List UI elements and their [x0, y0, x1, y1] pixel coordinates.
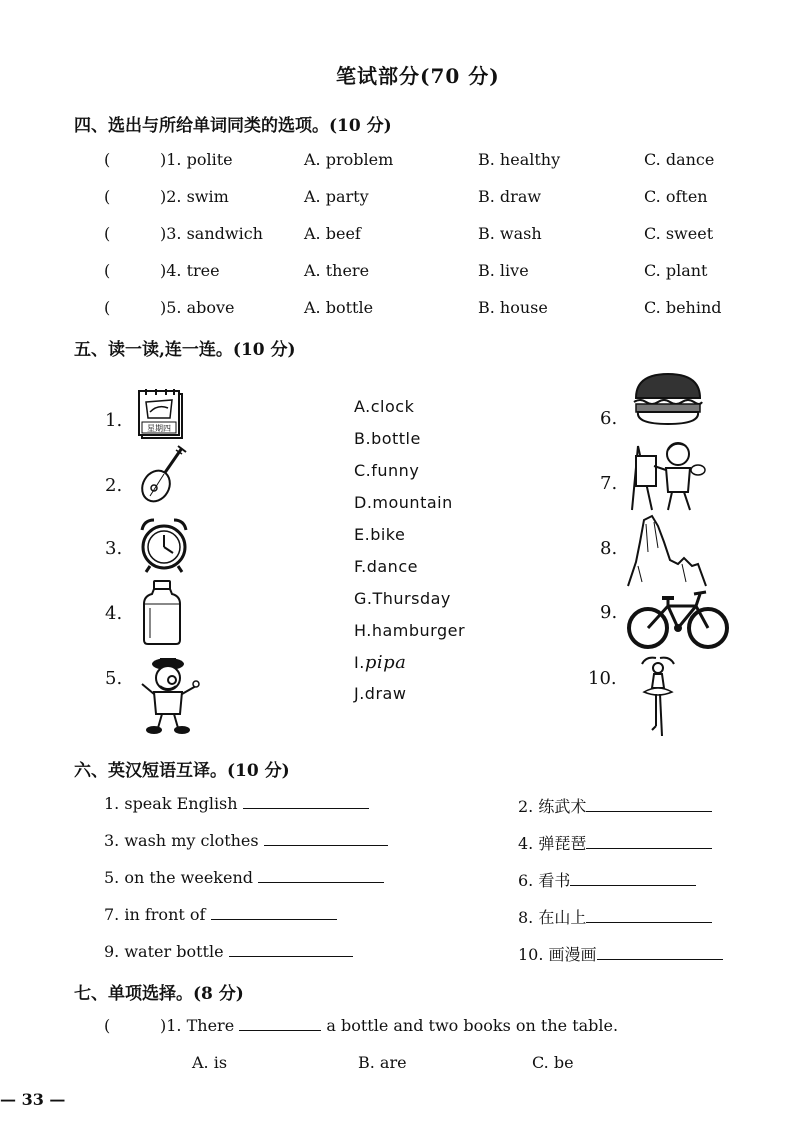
calendar-icon	[136, 388, 186, 440]
question-suffix: a bottle and two books on the table.	[326, 1016, 619, 1035]
match-word: B.bottle	[354, 429, 421, 448]
artist-drawing-icon	[628, 436, 706, 512]
section7-heading: 七、单项选择。(8 分)	[74, 984, 244, 1004]
mountain-icon	[626, 512, 708, 588]
translation-item	[104, 942, 353, 961]
option-b: B. house	[478, 298, 548, 317]
option-a: A. there	[304, 261, 370, 280]
section5-heading: 五、读一读,连一连。(10 分)	[74, 340, 296, 360]
match-number: 8.	[600, 538, 618, 559]
question-prefix: )1. There	[160, 1016, 235, 1035]
page-title: 笔试部分(70 分)	[336, 64, 500, 88]
translation-item	[104, 868, 384, 887]
hamburger-icon	[630, 372, 706, 428]
match-number: 10.	[588, 668, 617, 689]
option-c: C. often	[644, 187, 708, 206]
match-word-italic: pipa	[364, 652, 407, 673]
option-a: A. bottle	[304, 298, 374, 317]
option-a: A. party	[304, 187, 369, 206]
question-word: )4. tree	[160, 261, 220, 280]
translation-prompt: 7. in front of	[104, 905, 206, 924]
question-1	[160, 1016, 618, 1035]
translation-prompt: 3. wash my clothes	[104, 831, 259, 850]
translation-item	[518, 942, 723, 965]
ballerina-icon	[636, 654, 682, 740]
translation-prompt: 5. on the weekend	[104, 868, 254, 887]
answer-blank[interactable]	[597, 945, 723, 960]
answer-paren[interactable]: (	[104, 1016, 111, 1035]
answer-blank[interactable]	[211, 905, 337, 920]
option-b: B. draw	[478, 187, 542, 206]
translation-item	[518, 905, 712, 928]
answer-blank[interactable]	[229, 942, 353, 957]
calendar-label: 星期四	[147, 424, 171, 433]
translation-prompt: 6. 看书	[518, 871, 571, 890]
option-b: B. wash	[478, 224, 542, 243]
option-a: A. beef	[304, 224, 361, 243]
translation-item	[104, 794, 369, 813]
translation-item	[518, 794, 712, 817]
answer-blank[interactable]	[258, 868, 384, 883]
match-word: F.dance	[354, 557, 418, 576]
match-number: 6.	[600, 408, 618, 429]
answer-blank[interactable]	[264, 831, 388, 846]
match-word: C.funny	[354, 461, 420, 480]
option-c: C. be	[532, 1053, 574, 1072]
match-word: E.bike	[354, 525, 406, 544]
option-b: B. are	[358, 1053, 407, 1072]
option-c: C. sweet	[644, 224, 714, 243]
translation-item	[104, 905, 337, 924]
match-word-letter: I.	[354, 653, 365, 672]
translation-prompt: 1. speak English	[104, 794, 238, 813]
answer-paren[interactable]: (	[104, 187, 111, 206]
match-number: 2.	[105, 475, 123, 496]
translation-prompt: 8. 在山上	[518, 908, 587, 927]
match-number: 1.	[105, 410, 123, 431]
match-word: J.draw	[354, 684, 407, 703]
match-number: 3.	[105, 538, 123, 559]
match-number: 4.	[105, 603, 123, 624]
pipa-icon	[138, 444, 190, 504]
answer-blank[interactable]	[239, 1016, 321, 1031]
translation-prompt: 10. 画漫画	[518, 945, 597, 964]
match-number: 7.	[600, 473, 618, 494]
match-word: A.clock	[354, 397, 415, 416]
option-a: A. is	[192, 1053, 228, 1072]
match-word: D.mountain	[354, 493, 453, 512]
clown-icon	[132, 654, 202, 736]
answer-blank[interactable]	[243, 794, 369, 809]
translation-prompt: 9. water bottle	[104, 942, 224, 961]
option-c: C. dance	[644, 150, 715, 169]
answer-blank[interactable]	[586, 908, 712, 923]
section6-heading: 六、英汉短语互译。(10 分)	[74, 761, 290, 781]
question-word: )3. sandwich	[160, 224, 263, 243]
match-word: H.hamburger	[354, 621, 466, 640]
question-word: )5. above	[160, 298, 235, 317]
match-word-pipa	[354, 652, 406, 673]
answer-paren[interactable]: (	[104, 261, 111, 280]
translation-item	[518, 868, 696, 891]
page-number: — 33 —	[0, 1090, 66, 1109]
bike-icon	[626, 588, 730, 650]
answer-blank[interactable]	[586, 797, 712, 812]
translation-prompt: 2. 练武术	[518, 797, 587, 816]
match-number: 9.	[600, 602, 618, 623]
translation-prompt: 4. 弹琵琶	[518, 834, 587, 853]
match-number: 5.	[105, 668, 123, 689]
answer-blank[interactable]	[570, 871, 696, 886]
bottle-icon	[140, 578, 184, 646]
question-word: )1. polite	[160, 150, 233, 169]
question-word: )2. swim	[160, 187, 229, 206]
answer-blank[interactable]	[586, 834, 712, 849]
match-word: G.Thursday	[354, 589, 451, 608]
option-b: B. live	[478, 261, 529, 280]
translation-item	[518, 831, 712, 854]
section4-heading: 四、选出与所给单词同类的选项。(10 分)	[74, 116, 392, 136]
answer-paren[interactable]: (	[104, 150, 111, 169]
option-a: A. problem	[304, 150, 394, 169]
clock-icon	[136, 516, 192, 574]
option-c: C. behind	[644, 298, 722, 317]
answer-paren[interactable]: (	[104, 224, 111, 243]
answer-paren[interactable]: (	[104, 298, 111, 317]
translation-item	[104, 831, 388, 850]
option-b: B. healthy	[478, 150, 561, 169]
option-c: C. plant	[644, 261, 708, 280]
